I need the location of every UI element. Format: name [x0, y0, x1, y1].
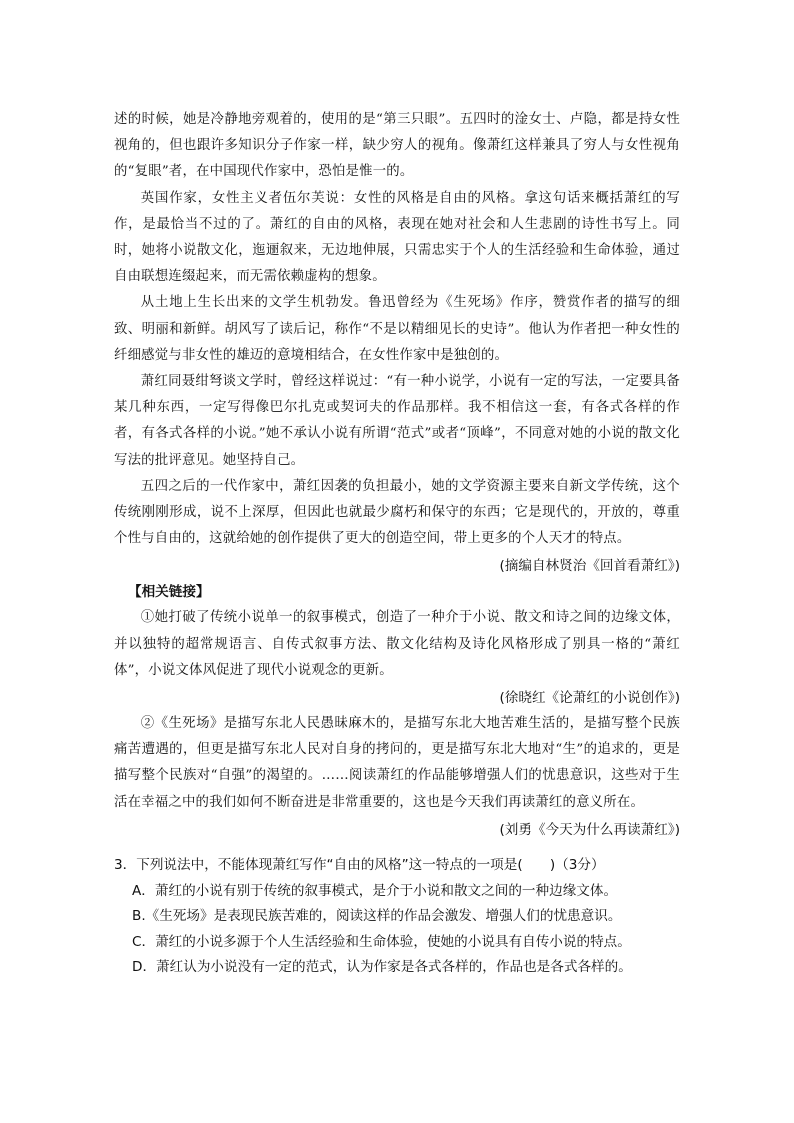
article-paragraph-4: 萧红同聂绀弩谈文学时，曾经这样说过：“有一种小说学，小说有一定的写法，一定要具备某几种东西，一定写得像巴尔扎克或契诃夫的作品那样。我不相信这一套，有各式各样的作者，有各式各样的小说。”她不承认小说有所谓“范式”或者“顶峰”，不同意对她的小说的散文化写法的批评意见。她坚持自己。 [114, 374, 680, 468]
article-paragraph-3: 从土地上生长出来的文学生机勃发。鲁迅曾经为《生死场》作序，赞赏作者的描写的细致、明丽和新鲜。胡风写了读后记，称作“不是以精细见长的史诗”。他认为作者把一种女性的纤细感觉与非女性的雄迈的意境相结合，在女性作家中是独创的。 [114, 295, 680, 363]
article-paragraph-1: 述的时候，她是冷静地旁观着的，使用的是“第三只眼”。五四时的淦女士、卢隐，都是持女性视角的，但也跟许多知识分子作家一样，缺少穷人的视角。像萧红这样兼具了穷人与女性视角的“复眼”者，在中国现代作家中，恐怕是惟一的。 [114, 112, 680, 180]
question-option-c[interactable]: C．萧红的小说多源于个人生活经验和生命体验，使她的小说具有自传小说的特点。 [132, 933, 631, 950]
article-body [114, 107, 680, 843]
related-links-title: 【相关链接】 [128, 584, 210, 601]
related-item-1-source: (徐晓红《论萧红的小说创作》) [499, 690, 680, 707]
question-stem: 3．下列说法中，不能体现萧红写作“自由的风格”这一特点的一项是( )（3分） [114, 857, 605, 873]
question-option-d[interactable]: D．萧红认为小说没有一定的范式，认为作家是各式各样的，作品也是各式各样的。 [132, 959, 632, 975]
question-3 [114, 853, 684, 981]
article-source: (摘编自林贤治《回首看萧红》) [499, 558, 680, 575]
related-item-2-source: (刘勇《今天为什么再读萧红》) [499, 821, 680, 838]
article-paragraph-2: 英国作家，女性主义者伍尔芙说：女性的风格是自由的风格。拿这句话来概括萧红的写作，是最恰当不过的了。萧红的自由的风格，表现在她对社会和人生悲剧的诗性书写上。同时，她将小说散文化，迤逦叙来，无边地伸展，只需忠实于个人的生活经验和生命体验，通过自由联想连缀起来，而无需依赖虚构的想象。 [114, 190, 680, 285]
question-option-a[interactable]: A．萧红的小说有别于传统的叙事模式，是介于小说和散文之间的一种边缘文体。 [132, 882, 618, 899]
article-paragraph-5: 五四之后的一代作家中，萧红因袭的负担最小，她的文学资源主要来自新文学传统，这个传统刚刚形成，说不上深厚，但因此也就最少腐朽和保守的东西；它是现代的，开放的，尊重个性与自由的，这就给她的创作提供了更大的创造空间，带上更多的个人天才的特点。 [114, 478, 680, 547]
related-item-2: ②《生死场》是描写东北人民愚昧麻木的，是描写东北大地苦难生活的，是描写整个民族痛苦遭遇的，但更是描写东北人民对自身的拷问的，更是描写东北大地对“生”的追求的，更是描写整个民族对“自强”的渴望的。……阅读萧红的作品能够增强人们的忧患意识，这些对于生活在幸福之中的我们如何不断奋进是非常重要的，这也是今天我们再读萧红的意义所在。 [114, 716, 680, 810]
related-item-1: ①她打破了传统小说单一的叙事模式，创造了一种介于小说、散文和诗之间的边缘文体，并以独特的超常规语言、自传式叙事方法、散文化结构及诗化风格形成了别具一格的“萧红体”，小说文体风促进了现代小说观念的更新。 [114, 610, 680, 678]
question-option-b[interactable]: B.《生死场》是表现民族苦难的，阅读这样的作品会激发、增强人们的忧患意识。 [132, 908, 622, 924]
